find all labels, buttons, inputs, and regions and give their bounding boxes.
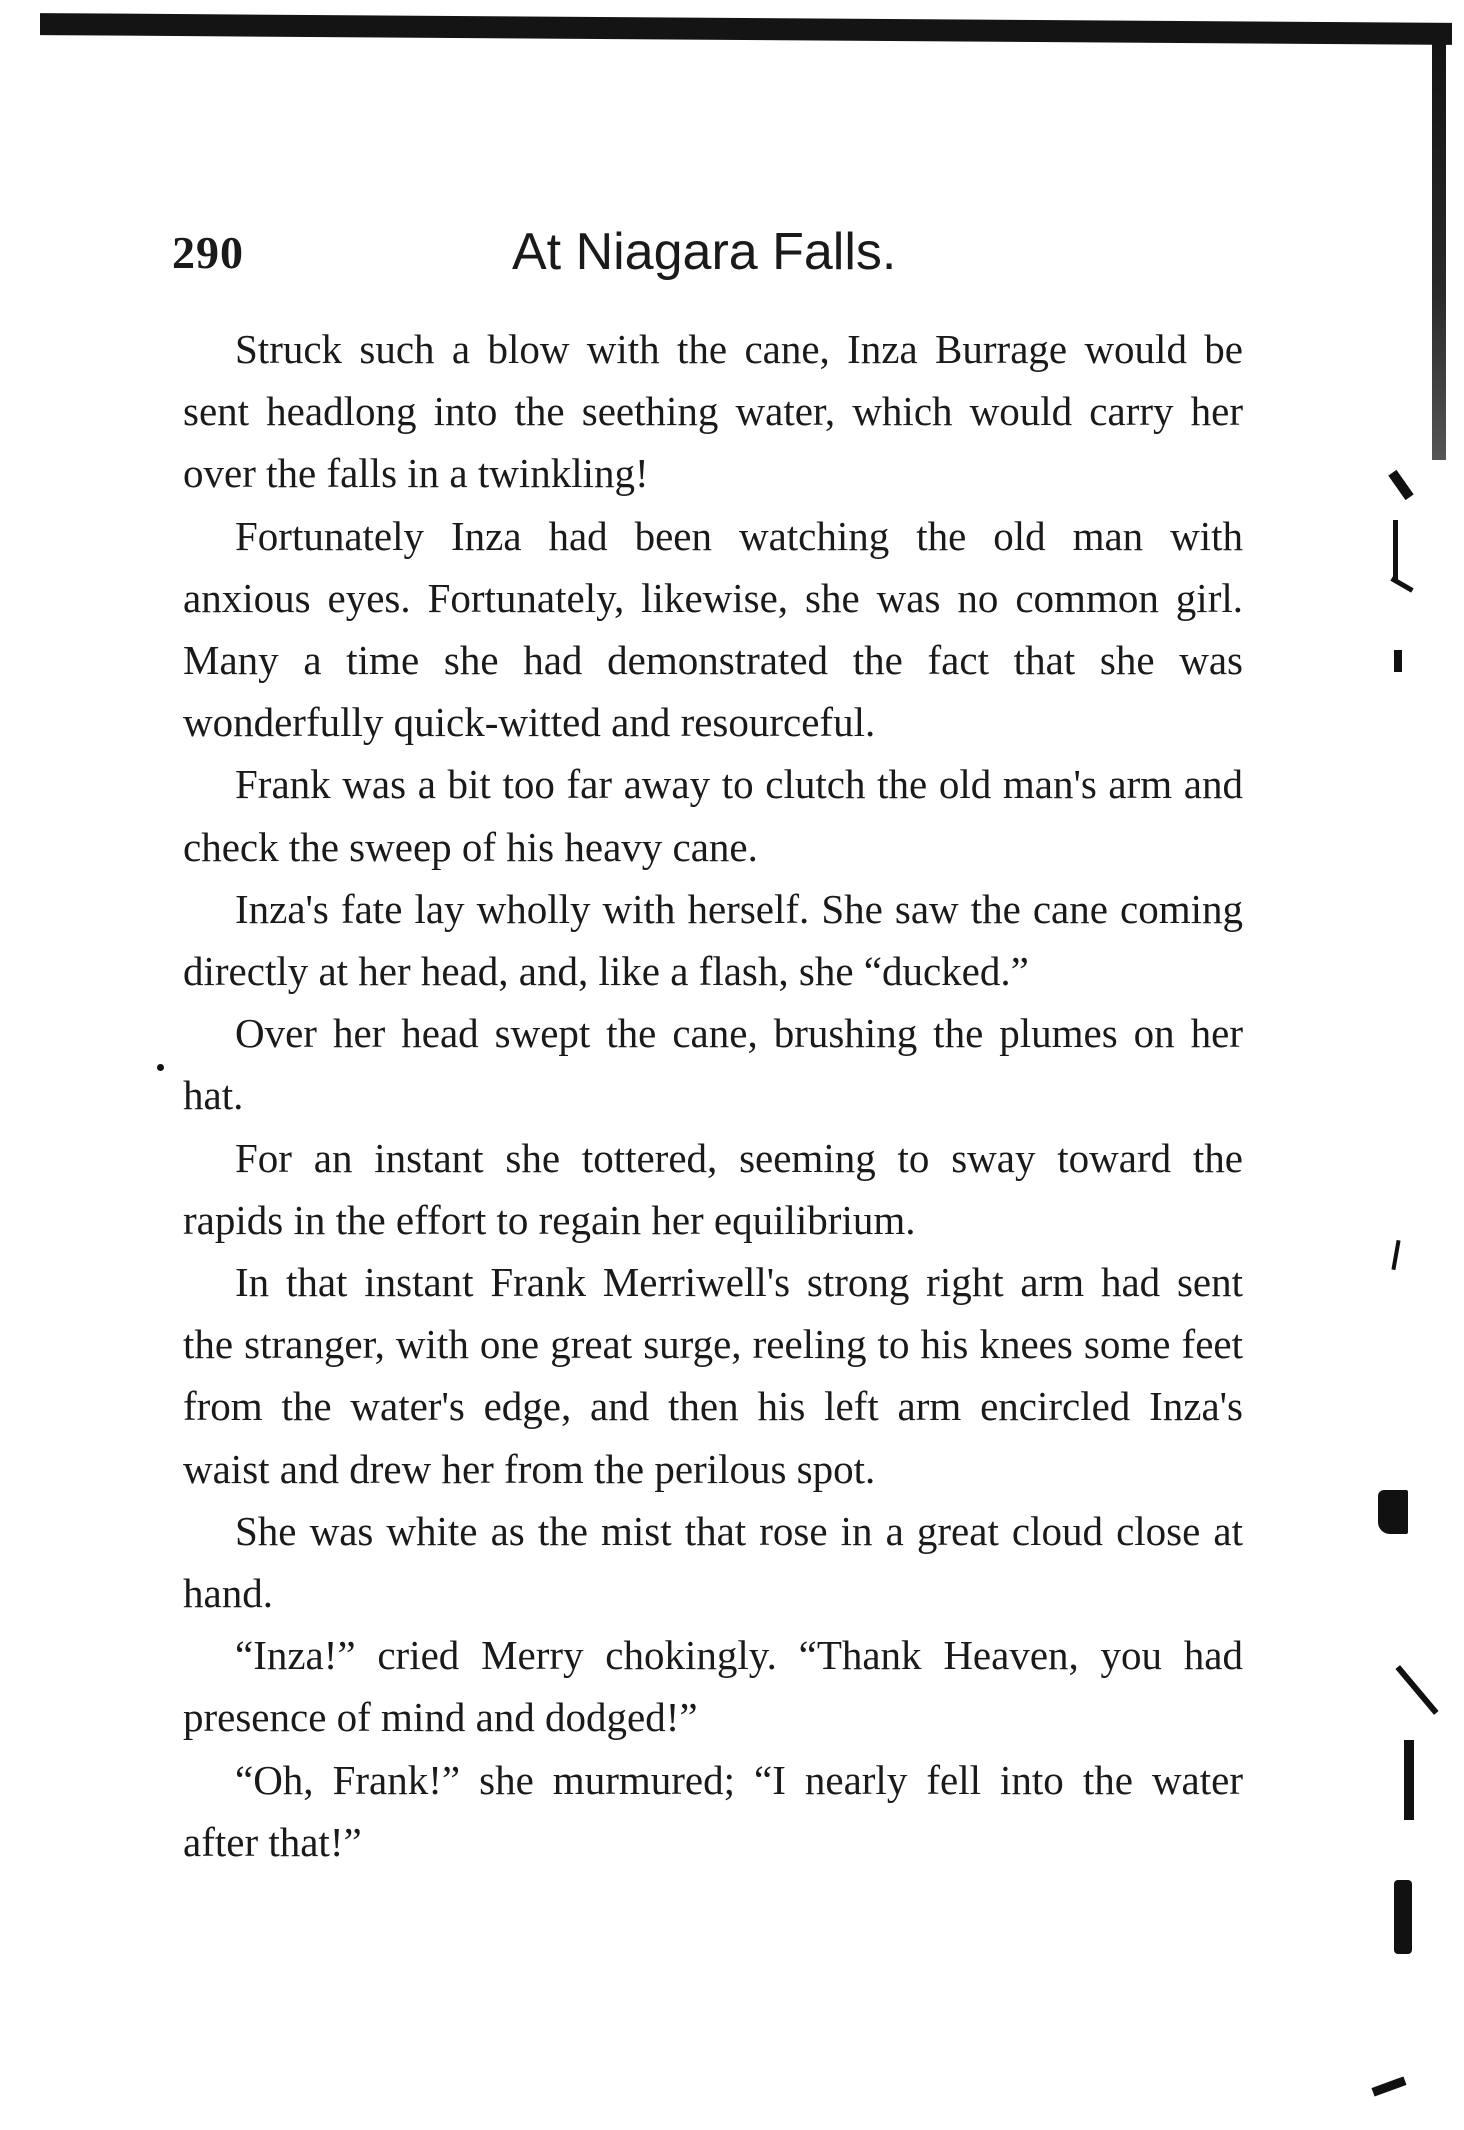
running-head: At Niagara Falls. bbox=[512, 223, 897, 281]
paragraph: She was white as the mist that rose in a great cloud close at hand. bbox=[183, 1507, 1243, 1617]
scan-artifact bbox=[1390, 576, 1413, 592]
scan-artifact bbox=[1393, 520, 1398, 580]
scan-artifact bbox=[1394, 650, 1402, 672]
page-number: 290 bbox=[172, 227, 244, 278]
scan-artifact bbox=[1404, 1740, 1414, 1820]
scan-artifact bbox=[1395, 1665, 1438, 1715]
body-text bbox=[183, 318, 1243, 1873]
paragraph: Inza's fate lay wholly with herself. She saw the cane coming directly at her head, and, like a flash, she “ducked.” bbox=[183, 885, 1243, 995]
paragraph: For an instant she tottered, seeming to sway toward the rapids in the effort to regain her equilibrium. bbox=[183, 1134, 1243, 1243]
scan-artifact bbox=[1391, 1240, 1400, 1270]
scan-artifact bbox=[1378, 1490, 1408, 1534]
scan-artifact bbox=[1371, 2076, 1406, 2096]
scan-artifact bbox=[1388, 470, 1413, 500]
paragraph: “Inza!” cried Merry chokingly. “Thank Heaven, you had presence of mind and dodged!” bbox=[183, 1632, 1243, 1741]
page-header bbox=[172, 222, 1242, 292]
margin-dot bbox=[157, 1064, 164, 1071]
paragraph: Over her head swept the cane, brushing the plumes on her hat. bbox=[183, 1010, 1243, 1119]
paragraph: Struck such a blow with the cane, Inza Burrage would be sent headlong into the seething water, which would carry her over the falls in a twinkling! bbox=[183, 326, 1243, 497]
top-border-rule bbox=[40, 13, 1452, 45]
scan-artifact bbox=[1394, 1880, 1412, 1954]
right-edge-scan-shadow bbox=[1432, 40, 1446, 460]
paragraph: In that instant Frank Merriwell's strong right arm had sent the stranger, with one great surge, reeling to his knees some feet from the water's edge, and then his left arm encircled Inza's waist and drew her from the perilous spot. bbox=[183, 1259, 1243, 1492]
paragraph: Fortunately Inza had been watching the old man with anxious eyes. Fortunately, likewise, she was no common girl. Many a time she had demonstrated the fact that she was wonderfully quick-witted and resourceful. bbox=[183, 512, 1243, 746]
paragraph: “Oh, Frank!” she murmured; “I nearly fell into the water after that!” bbox=[183, 1756, 1243, 1865]
paragraph: Frank was a bit too far away to clutch the old man's arm and check the sweep of his heavy cane. bbox=[183, 761, 1243, 870]
